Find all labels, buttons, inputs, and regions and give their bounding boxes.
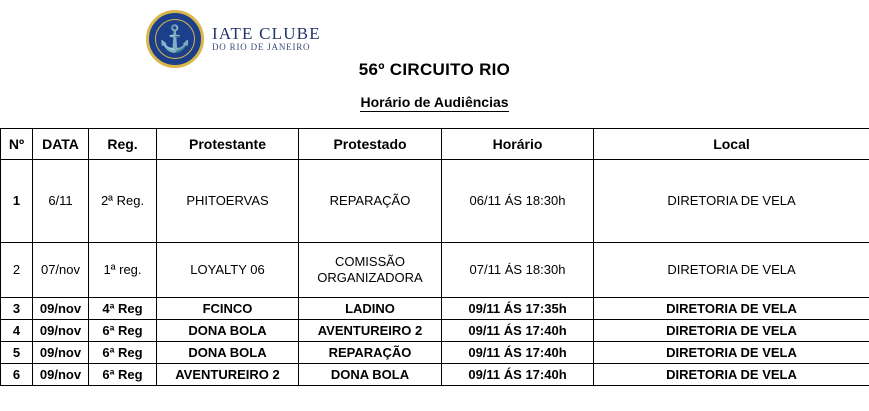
table-row: [1, 342, 869, 364]
table-cell: [89, 364, 157, 386]
table-row: [1, 160, 869, 243]
table-cell: [442, 320, 594, 342]
cell-text: 2: [12, 262, 21, 278]
table-cell: [157, 298, 299, 320]
cell-text: DONA BOLA: [188, 344, 267, 360]
column-header-reg: Reg.: [89, 129, 157, 160]
table-cell: [89, 160, 157, 243]
table-cell: [594, 243, 869, 298]
cell-text: 07/nov: [40, 262, 81, 278]
document-header: [0, 0, 869, 128]
column-header-protestado: Protestado: [299, 129, 442, 160]
cell-text: 6ª Reg: [102, 322, 143, 338]
cell-text: COMISSÃO ORGANIZADORA: [317, 254, 423, 285]
table-cell: [157, 364, 299, 386]
table-cell: [442, 364, 594, 386]
table-body: [1, 160, 869, 386]
cell-text: 07/11 ÁS 18:30h: [469, 262, 566, 278]
table-cell: [157, 320, 299, 342]
table-cell: [594, 298, 869, 320]
anchor-glyph: ⚓: [158, 23, 192, 54]
cell-text: 6/11: [48, 193, 73, 209]
table-cell: [1, 243, 33, 298]
cell-text: 6ª Reg: [102, 344, 143, 360]
table-cell: [299, 298, 442, 320]
cell-text: LADINO: [345, 300, 395, 316]
table-cell: [442, 160, 594, 243]
cell-text: 09/nov: [39, 344, 82, 360]
table-cell: [594, 342, 869, 364]
cell-text: 09/11 ÁS 17:40h: [468, 366, 567, 382]
column-header-numero: Nº: [1, 129, 33, 160]
table-cell: [1, 160, 33, 243]
table-cell: [299, 243, 442, 298]
column-header-data: DATA: [33, 129, 89, 160]
table-cell: [33, 342, 89, 364]
cell-text: DIRETORIA DE VELA: [667, 262, 796, 278]
cell-text: 2ª Reg.: [100, 193, 145, 209]
cell-text: LOYALTY 06: [190, 262, 265, 278]
table-cell: [157, 342, 299, 364]
table-cell: [442, 243, 594, 298]
cell-text: DIRETORIA DE VELA: [666, 344, 797, 360]
table-cell: [1, 298, 33, 320]
table-cell: [442, 342, 594, 364]
cell-text: PHITOERVAS: [186, 193, 269, 209]
column-header-horario: Horário: [442, 129, 594, 160]
table-header-row: [1, 129, 869, 160]
table-cell: [1, 342, 33, 364]
cell-text: DONA BOLA: [188, 322, 267, 338]
table-row: [1, 298, 869, 320]
logo-text: [212, 25, 321, 52]
cell-text: 09/nov: [39, 322, 82, 338]
table-cell: [299, 320, 442, 342]
table-cell: [33, 320, 89, 342]
cell-text: 1: [12, 193, 21, 209]
cell-text: 4: [12, 322, 21, 338]
logo-subtitle: DO RIO DE JANEIRO: [212, 42, 311, 53]
cell-text: 09/11 ÁS 17:40h: [468, 322, 567, 338]
cell-text: 09/11 ÁS 17:35h: [468, 300, 567, 316]
page-subtitle-text: Horário de Audiências: [360, 94, 509, 110]
cell-text: DONA BOLA: [330, 366, 410, 382]
cell-text: DIRETORIA DE VELA: [666, 300, 797, 316]
cell-text: AVENTUREIRO 2: [317, 322, 423, 338]
table-cell: [89, 320, 157, 342]
page-subtitle: [0, 94, 869, 110]
table-cell: [594, 160, 869, 243]
cell-text: DIRETORIA DE VELA: [666, 366, 797, 382]
cell-text: REPARAÇÃO: [329, 193, 411, 209]
table-cell: [299, 364, 442, 386]
table-cell: [89, 298, 157, 320]
table-cell: [299, 160, 442, 243]
table-cell: [157, 160, 299, 243]
cell-text: 1ª reg.: [103, 262, 142, 278]
cell-text: 5: [12, 344, 21, 360]
column-header-local: Local: [594, 129, 869, 160]
page-title: 56º CIRCUITO RIO: [358, 60, 511, 79]
table-cell: [442, 298, 594, 320]
cell-text: 09/nov: [39, 366, 82, 382]
table-cell: [33, 243, 89, 298]
cell-text: 09/nov: [39, 300, 82, 316]
cell-text: 4ª Reg: [102, 300, 143, 316]
hearing-schedule-table: [0, 128, 869, 386]
table-cell: [594, 364, 869, 386]
table-cell: [1, 320, 33, 342]
table-cell: [33, 298, 89, 320]
cell-text: 06/11 ÁS 18:30h: [469, 193, 566, 209]
cell-text: 3: [12, 300, 21, 316]
cell-text: 6: [12, 366, 21, 382]
cell-text: DIRETORIA DE VELA: [667, 193, 796, 209]
cell-text: DIRETORIA DE VELA: [666, 322, 797, 338]
table-row: [1, 364, 869, 386]
table-cell: [1, 364, 33, 386]
table-cell: [299, 342, 442, 364]
table-cell: [594, 320, 869, 342]
table-header: [1, 129, 869, 160]
column-header-protestante: Protestante: [157, 129, 299, 160]
logo-title: IATE CLUBE: [212, 24, 321, 44]
table-cell: [33, 364, 89, 386]
cell-text: FCINCO: [202, 300, 253, 316]
table-cell: [89, 342, 157, 364]
cell-text: AVENTUREIRO 2: [175, 366, 280, 382]
table-row: [1, 320, 869, 342]
cell-text: REPARAÇÃO: [328, 344, 412, 360]
table-cell: [157, 243, 299, 298]
cell-text: 09/11 ÁS 17:40h: [468, 344, 567, 360]
table-row: [1, 243, 869, 298]
table-cell: [89, 243, 157, 298]
cell-text: 6ª Reg: [102, 366, 143, 382]
table-cell: [33, 160, 89, 243]
